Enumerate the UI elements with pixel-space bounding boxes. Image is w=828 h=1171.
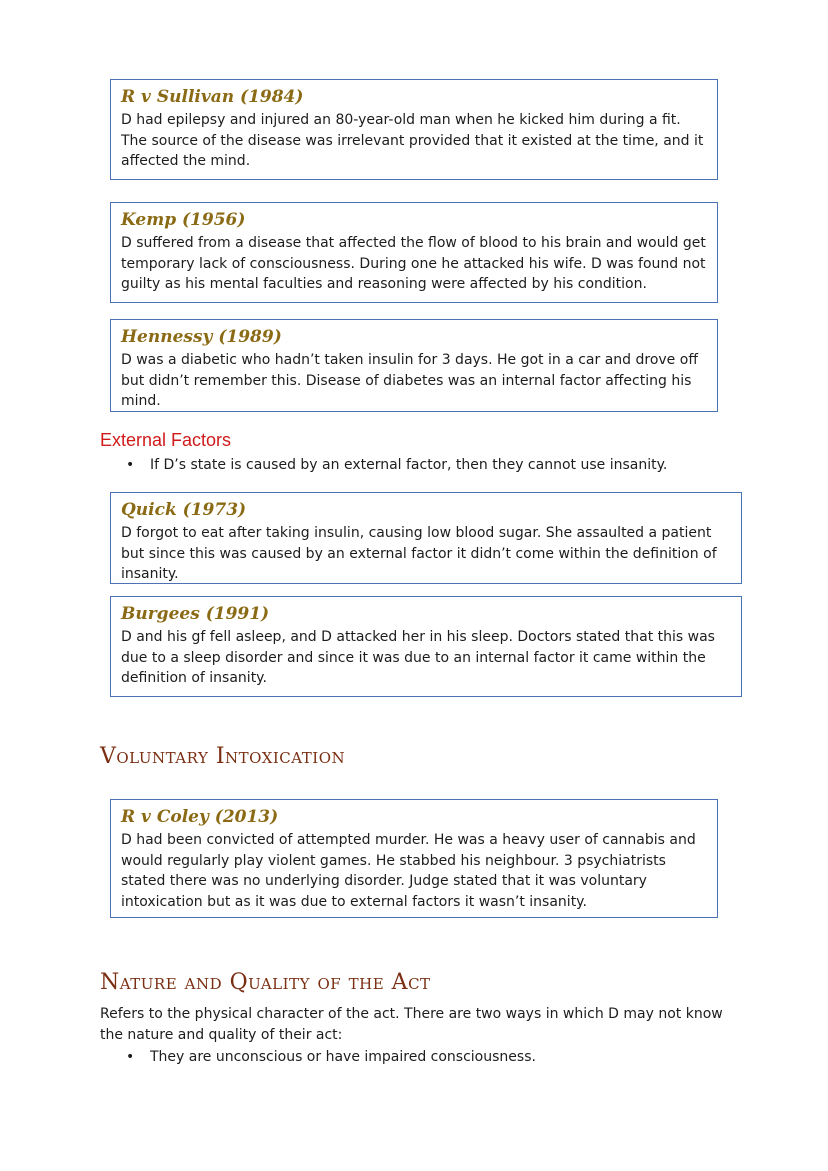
- nature-quality-bullet: [126, 1047, 536, 1067]
- case-box-quick: [110, 492, 742, 584]
- case-box-kemp: [110, 202, 718, 303]
- case-box-burgees: [110, 596, 742, 697]
- case-text: D had epilepsy and injured an 80-year-old man when he kicked him during a fit. The source of the disease was irrelevant provided that it existed at the time, and it affected the mind.: [121, 112, 704, 169]
- case-text: D forgot to eat after taking insulin, causing low blood sugar. She assaulted a patient but since this was caused by an external factor it didn’t come within the definition of insanity.: [121, 525, 717, 582]
- case-text: D was a diabetic who hadn’t taken insulin for 3 days. He got in a car and drove off but didn’t remember this. Disease of diabetes was an internal factor affecting his mind.: [121, 352, 698, 409]
- case-box-sullivan: [110, 79, 718, 180]
- case-box-hennessy: [110, 319, 718, 412]
- case-title: R v Coley (2013): [121, 807, 279, 827]
- case-box-coley: [110, 799, 718, 918]
- bullet-text: They are unconscious or have impaired consciousness.: [150, 1049, 536, 1065]
- case-title: Hennessy (1989): [121, 327, 282, 347]
- case-text: D suffered from a disease that affected the flow of blood to his brain and would get temporary lack of consciousness. During one he attacked his wife. D was found not guilty as his mental faculties and reasoning were affected by his condition.: [121, 235, 706, 292]
- case-title: R v Sullivan (1984): [121, 87, 304, 107]
- case-title: Burgees (1991): [121, 604, 270, 624]
- voluntary-intoxication-heading: Voluntary Intoxication: [100, 744, 346, 769]
- external-factors-heading: External Factors: [100, 430, 232, 450]
- nature-quality-heading: Nature and Quality of the Act: [100, 970, 431, 995]
- bullet-icon: •: [126, 457, 135, 473]
- case-title: Kemp (1956): [121, 210, 246, 230]
- external-factors-bullet: [126, 455, 667, 475]
- bullet-icon: •: [126, 1049, 135, 1065]
- case-text: D had been convicted of attempted murder. He was a heavy user of cannabis and would regularly play violent games. He stabbed his neighbour. 3 psychiatrists stated there was no underlying disorder. Judge stated that it was voluntary intoxication but as it was due to external factors it wasn’t insanity.: [121, 832, 696, 910]
- nature-quality-paragraph: Refers to the physical character of the act. There are two ways in which D may not know the nature and quality of their act:: [100, 1006, 723, 1043]
- case-text: D and his gf fell asleep, and D attacked her in his sleep. Doctors stated that this was due to a sleep disorder and since it was due to an internal factor it came within the definition of insanity.: [121, 629, 715, 686]
- bullet-text: If D’s state is caused by an external factor, then they cannot use insanity.: [150, 457, 668, 473]
- case-title: Quick (1973): [121, 500, 247, 520]
